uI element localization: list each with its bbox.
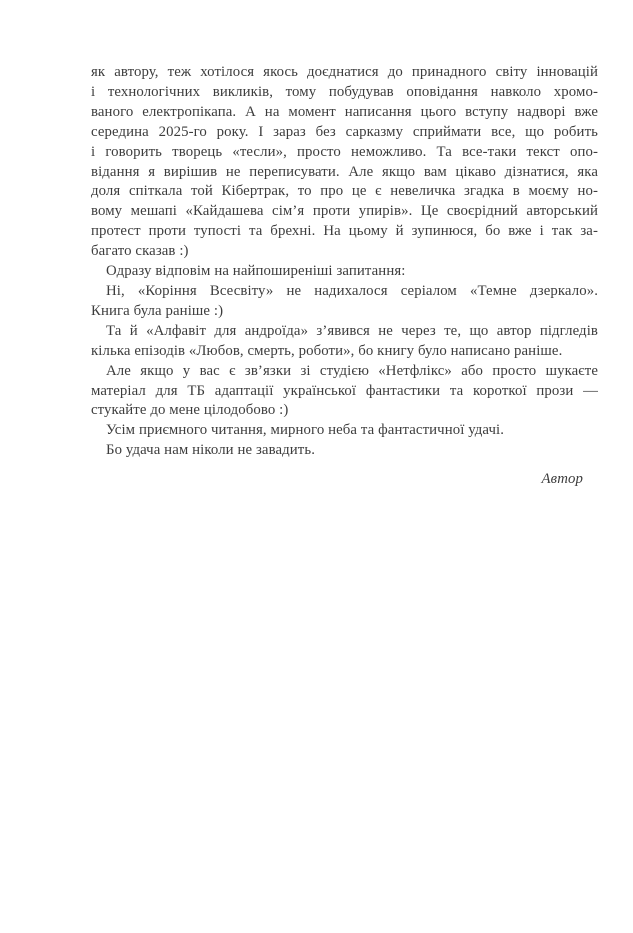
text-line: Та й «Алфавіт для андроїда» з’явився не через те, що автор підгледів: [106, 322, 598, 339]
text-line: Але якщо у вас є зв’язки зі студією «Нетфлікс» або просто шукаєте: [106, 362, 598, 379]
text-line: протест проти тупості та брехні. На цьому й зупинюся, бо вже і так за-: [91, 223, 598, 240]
text-line: вому мешапі «Кайдашева сім’я проти упирів». Це своєрідний авторський: [91, 203, 598, 220]
text-line: і технологічних викликів, тому побудував оповідання навколо хромо-: [91, 83, 598, 100]
text-line: кілька епізодів «Любов, смерть, роботи», бо книгу було написано раніше.: [91, 342, 563, 359]
paragraph: [91, 421, 598, 441]
text-line: середина 2025-го року. І зараз без сарказму сприймати все, що робить: [91, 123, 598, 140]
text-line: доля спіткала той Кібертрак, то про це є невеличка згадка в моєму но-: [91, 183, 598, 200]
text-line: Усім приємного читання, мирного неба та фантастичної удачі.: [106, 422, 505, 439]
text-line: Бо удача нам ніколи не завадить.: [106, 442, 316, 459]
text-line: відання я вирішив не переписувати. Але якщо вам цікаво дізнатися, яка: [91, 163, 598, 180]
text-line: багато сказав :): [91, 243, 189, 260]
author-signature: Автор: [541, 471, 583, 488]
text-line: ваного електропікапа. А на момент написання цього вступу надворі вже: [91, 103, 598, 120]
paragraph: [91, 362, 598, 422]
text-line: Книга була раніше :): [91, 302, 224, 319]
paragraph: [91, 441, 598, 461]
text-line: як автору, теж хотілося якось доєднатися до принадного світу інновацій: [91, 64, 598, 80]
text-line: Ні, «Коріння Всесвіту» не надихалося серіалом «Темне дзеркало».: [106, 282, 598, 299]
paragraph: [91, 262, 598, 282]
text-line: і говорить творець «тесли», просто неможливо. Та все-таки текст опо-: [91, 143, 598, 160]
text-line: стукайте до мене цілодобово :): [91, 402, 289, 419]
paragraph: [91, 282, 598, 322]
text-line: матеріал для ТБ адаптації української фантастики та короткої прози —: [91, 382, 598, 399]
paragraph: [91, 322, 598, 362]
paragraph: [91, 63, 598, 262]
body-text: [91, 63, 598, 490]
text-line: Одразу відповім на найпоширеніші запитання:: [106, 263, 406, 280]
